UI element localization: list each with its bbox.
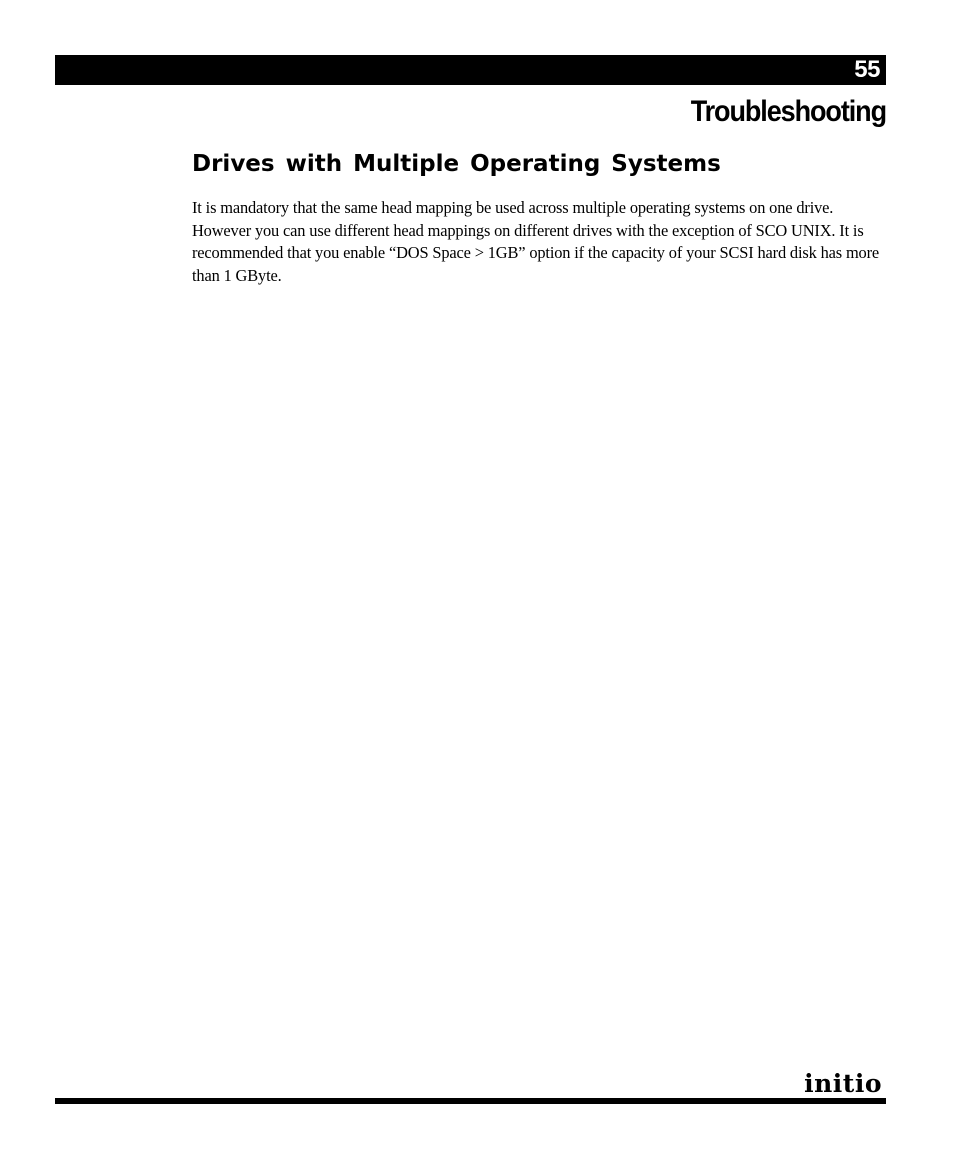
page-number: 55: [854, 56, 880, 83]
footer-bar: [55, 1098, 886, 1104]
section-heading: Drives with Multiple Operating Systems: [192, 151, 721, 177]
header-bar: [55, 55, 886, 85]
section-paragraph: It is mandatory that the same head mapping be used across multiple operating systems on one drive. However you can use different head mappings on different drives with the exception of SCO UNIX. It is recommended that you enable “DOS Space > 1GB” option if the capacity of your SCSI hard disk has more than 1 GByte.: [192, 198, 880, 286]
initio-logo: initio: [804, 1069, 882, 1098]
chapter-title: Troubleshooting: [690, 95, 886, 128]
